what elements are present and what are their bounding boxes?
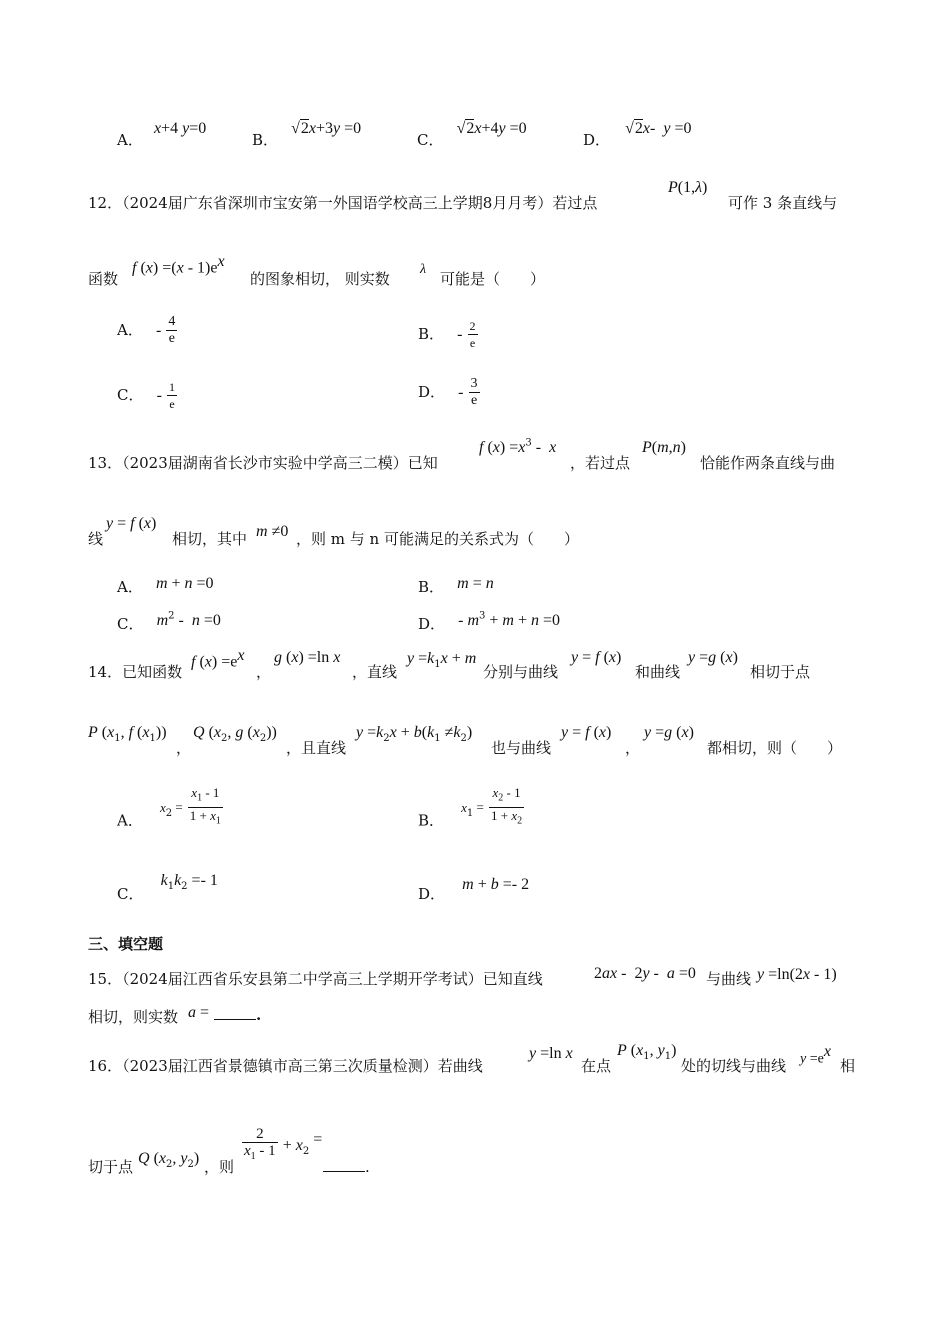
q12-option-c-frac: $\frac{1}{e}$ <box>169 380 175 411</box>
q11-option-b: B． √2x+3y =0 <box>252 120 362 149</box>
q16-curve1: y =ln x <box>529 1045 573 1062</box>
q14-g: g (x) =ln x <box>274 649 341 666</box>
q12-lambda: λ <box>420 262 427 277</box>
q14-line1-start: 14．已知函数 <box>88 663 183 681</box>
q12-option-d: D． - $\frac{3}{e}$ <box>418 376 478 408</box>
q16-answer-blank[interactable]: . <box>323 1158 370 1176</box>
q14-text-f: ，且直线 <box>286 739 347 757</box>
q14-cf2: y = f (x) <box>561 724 612 741</box>
q14-cg: y =g (x) <box>688 649 738 666</box>
q13-option-b: B． m = n <box>418 575 494 596</box>
q12-func: f $(x) =(x - 1)e^x$ <box>132 253 225 277</box>
q12-option-b: B． - $\frac{2}{e}$ <box>418 319 476 350</box>
q11-option-b-expr: √2 <box>291 120 309 137</box>
q14-option-a: A． $x_2$ = $\frac{x_1 - 1}{1 + x_1}$ <box>117 785 221 830</box>
q16-expr: $\frac{2}{x_1 - 1}$ + $x_2$ = <box>244 1126 323 1162</box>
q16-point: P ($x_1$, $y_1$) <box>617 1042 677 1063</box>
q13-option-d: D． - $m^3 + m + n =0$ <box>418 610 561 633</box>
q11-option-c: C． √2x+4y =0 <box>417 120 527 149</box>
q14-P: P ($x_1$, f $(x_1)$) <box>88 724 167 745</box>
q14-text-g: 也与曲线 <box>491 739 552 757</box>
q11-option-d-expr: √2 <box>625 120 643 137</box>
q15-answer-blank[interactable]: . <box>214 1006 261 1024</box>
q12-text-d: 可能是（ ） <box>440 270 546 288</box>
q15-line-expr: 2ax - 2y - a =0 <box>594 965 696 982</box>
q14-option-d: D． m + b =- 2 <box>418 876 530 903</box>
q14-option-c: C． $k_1k_2 =- 1$ <box>117 872 218 903</box>
q13-option-a: A． m + n =0 <box>117 575 214 596</box>
q12-line1: 12．（2024届广东省深圳市宝安第一外国语学校高三上学期8月月考）若过点 <box>88 194 598 212</box>
q11-option-a-expr: x <box>153 120 162 137</box>
q15-var: a = <box>188 1004 210 1021</box>
q13-text-e: ，则 m 与 n 可能满足的关系式为（ ） <box>296 530 579 548</box>
q16-text-c: 相 <box>840 1057 856 1075</box>
q14-text-c: 分别与曲线 <box>483 663 559 681</box>
q14-f: f $(x) =e^x$ <box>191 647 245 671</box>
q12-option-d-frac: $\frac{3}{e}$ <box>470 376 478 408</box>
section-fill-in-blank-heading: 三、填空题 <box>88 935 164 953</box>
q16-line1: 16．（2023届江西省景德镇市高三第三次质量检测）若曲线 <box>88 1057 483 1075</box>
q12-option-b-frac: $\frac{2}{e}$ <box>469 319 476 350</box>
q15-curve: y =ln(2x - 1) <box>757 966 837 983</box>
q11-option-d: D． √2x- y =0 <box>583 120 692 149</box>
q16-curve2: $y =e^x$ <box>800 1043 831 1067</box>
q12-text-a: 可作 3 条直线与 <box>728 194 838 212</box>
q13-point: P(m,n) <box>642 439 686 456</box>
q13-func: f $(x) =x^3 - x$ <box>479 437 557 456</box>
q13-text-d: 相切，其中 <box>172 530 248 548</box>
q13-option-c: C． $m^2 - n =0$ <box>117 610 221 633</box>
q12-option-c: C． - $\frac{1}{e}$ <box>117 380 175 411</box>
q16-text-a: 在点 <box>581 1057 612 1075</box>
q14-cf: y = f (x) <box>571 649 622 666</box>
q13-line1: 13．（2023届湖南省长沙市实验中学高三二模）已知 <box>88 454 438 472</box>
q14-text-e: 相切于点 <box>750 663 811 681</box>
q13-cond: m ≠0 <box>256 523 289 540</box>
q14-line2: $y =k_2x + b(k_1 \ne k_2)$ <box>356 724 473 745</box>
q14-cg2: y =g (x) <box>644 724 694 741</box>
q13-curve: y = f (x) <box>106 515 157 532</box>
q14-text-h: 都相切，则（ ） <box>707 739 843 757</box>
q16-pointQ: Q ($x_2$, $y_2$) <box>138 1150 200 1171</box>
q12-text-b: 函数 <box>88 270 119 288</box>
q14-line1: $y =k_1x + m$ <box>407 650 477 671</box>
q14-sep2: ， <box>176 739 192 757</box>
q15-text-a: 与曲线 <box>706 970 752 988</box>
q15-line2: 相切，则实数 <box>88 1008 179 1026</box>
q11-option-a: A． x+4 y=0 <box>117 120 207 149</box>
q16-text-d: 切于点 <box>88 1158 134 1176</box>
q13-text-a: ，若过点 <box>570 454 631 472</box>
q14-sep3: ， <box>625 739 641 757</box>
q16-text-b: 处的切线与曲线 <box>681 1057 787 1075</box>
q12-option-a-frac: $\frac{4}{e}$ <box>168 314 176 346</box>
q14-sep1: ， <box>256 663 272 681</box>
q13-text-b: 恰能作两条直线与曲 <box>700 454 836 472</box>
q11-option-c-expr: √2 <box>456 120 475 137</box>
q16-text-e: ，则 <box>204 1158 235 1176</box>
q14-text-b: ，直线 <box>352 663 398 681</box>
q13-text-c: 线 <box>88 530 104 548</box>
q15-line1: 15．（2024届江西省乐安县第二中学高三上学期开学考试）已知直线 <box>88 970 543 988</box>
q14-option-b: B． $x_1$ = $\frac{x_2 - 1}{1 + x_2}$ <box>418 785 523 830</box>
q12-text-c: 的图象相切， 则实数 <box>250 270 390 288</box>
q14-Q: Q ($x_2$, g $(x_2)$) <box>193 724 277 745</box>
q12-point: P(1,λ) <box>668 179 708 196</box>
q14-text-d: 和曲线 <box>635 663 681 681</box>
q12-option-a: A． - $\frac{4}{e}$ <box>117 314 176 346</box>
